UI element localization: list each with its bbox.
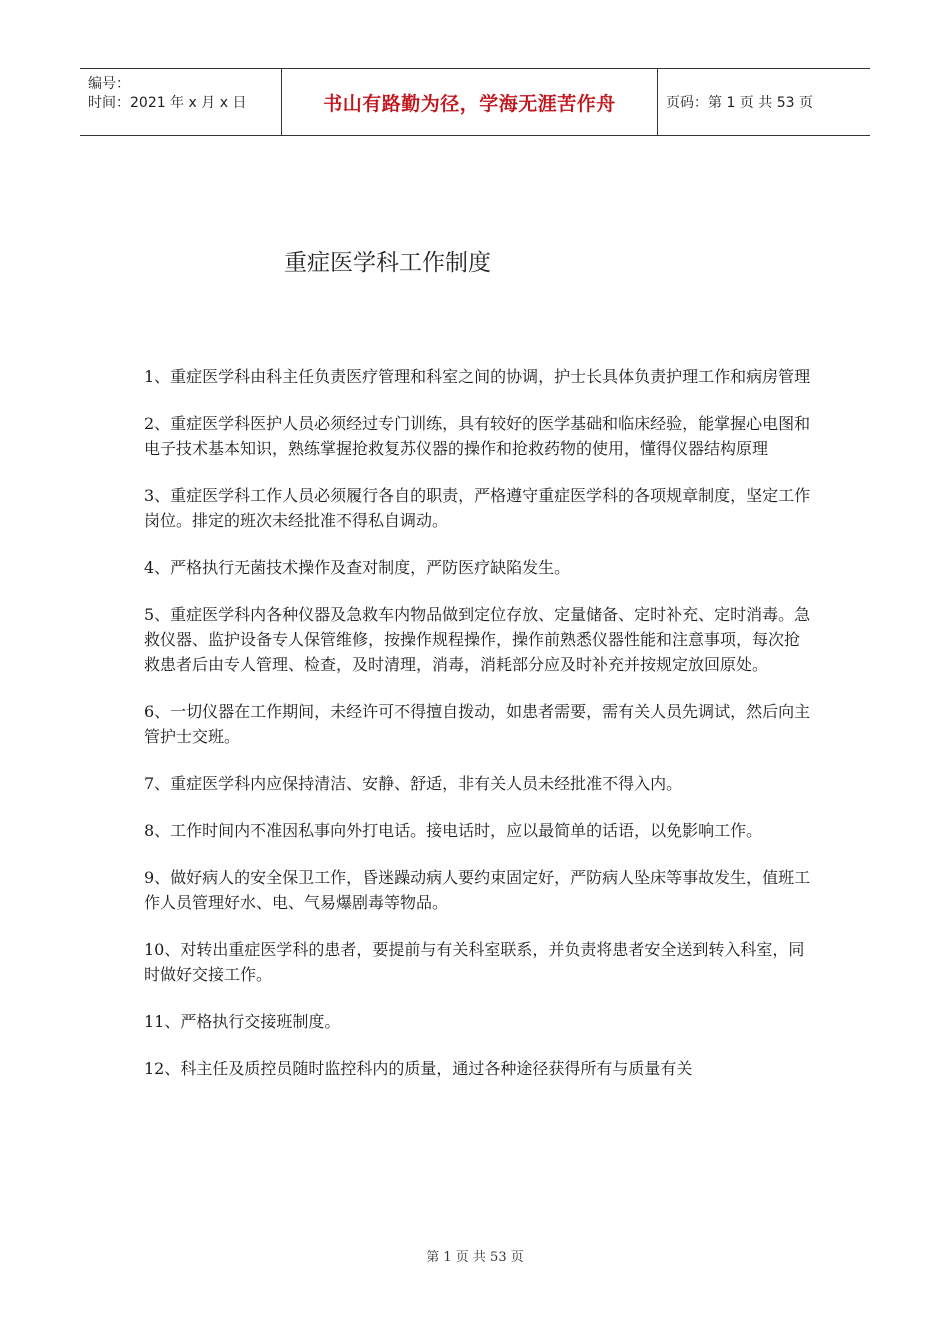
header-page-info: 页码：第 1 页 共 53 页: [666, 95, 813, 111]
paragraph-5: 5、重症医学科内各种仪器及急救车内物品做到定位存放、定量储备、定时补充、定时消毒。急救仪器、监护设备专人保管维修，按操作规程操作，操作前熟悉仪器性能和注意事项，每次抢救患者后由专人管理、检查，及时清理，消毒，消耗部分应及时补充并按规定放回原处。: [144, 605, 811, 674]
paragraph-11: 11、严格执行交接班制度。: [144, 1012, 341, 1031]
document-body: [144, 364, 812, 1103]
page-header: [80, 68, 870, 136]
paragraph-7: 7、重症医学科内应保持清洁、安静、舒适，非有关人员未经批准不得入内。: [144, 774, 683, 793]
page-footer: 第 1 页 共 53 页: [426, 1250, 524, 1265]
time-label: 时间：2021 年 x 月 x 日: [88, 95, 247, 111]
paragraph-12: 12、科主任及质控员随时监控科内的质量，通过各种途径获得所有与质量有关: [144, 1059, 693, 1078]
paragraph-1: 1、重症医学科由科主任负责医疗管理和科室之间的协调，护士长具体负责护理工作和病房管理: [144, 367, 811, 386]
paragraph-10: 10、对转出重症医学科的患者，要提前与有关科室联系，并负责将患者安全送到转入科室，同时做好交接工作。: [144, 940, 805, 984]
paragraph-8: 8、工作时间内不准因私事向外打电话。接电话时，应以最简单的话语，以免影响工作。: [144, 821, 763, 840]
header-motto: 书山有路勤为径，学海无涯苦作舟: [282, 69, 658, 135]
paragraph-9: 9、做好病人的安全保卫工作，昏迷躁动病人要约束固定好，严防病人坠床等事故发生，值班工作人员管理好水、电、气易爆剧毒等物品。: [144, 868, 811, 912]
paragraph-2: 2、重症医学科医护人员必须经过专门训练，具有较好的医学基础和临床经验，能掌握心电图和电子技术基本知识，熟练掌握抢救复苏仪器的操作和抢救药物的使用，懂得仪器结构原理: [144, 414, 811, 458]
header-meta: [80, 69, 282, 135]
paragraph-6: 6、一切仪器在工作期间，未经许可不得擅自拨动，如患者需要，需有关人员先调试，然后向主管护士交班。: [144, 702, 811, 746]
id-label: 编号：: [88, 76, 130, 92]
paragraph-3: 3、重症医学科工作人员必须履行各自的职责，严格遵守重症医学科的各项规章制度，坚定工作岗位。排定的班次未经批准不得私自调动。: [144, 486, 811, 530]
document-title: 重症医学科工作制度: [284, 250, 491, 276]
paragraph-4: 4、严格执行无菌技术操作及查对制度，严防医疗缺陷发生。: [144, 558, 571, 577]
